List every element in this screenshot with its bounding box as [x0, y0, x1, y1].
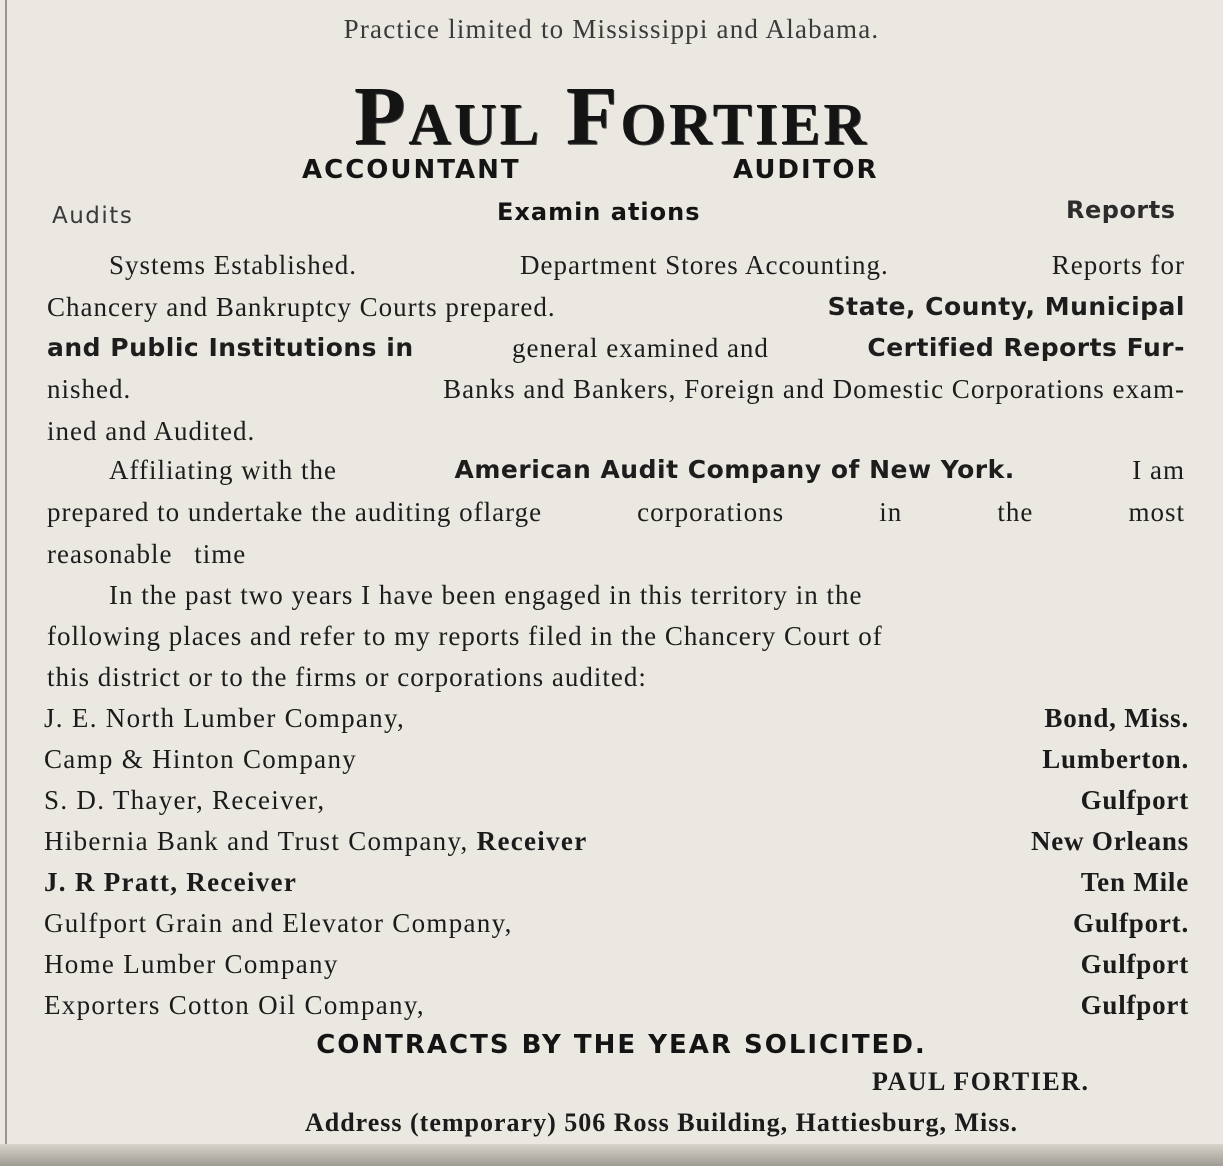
- para3-line2: [47, 621, 1185, 652]
- para2-word: prepared to undertake the auditing oflarge: [47, 497, 543, 527]
- para2-text: Affiliating with the: [109, 455, 337, 485]
- firm-name: Gulfport Grain and Elevator Company,: [44, 908, 513, 938]
- firm-place: New Orleans: [1030, 826, 1189, 856]
- para2-text: reasonable: [47, 539, 173, 569]
- firm-row: [44, 744, 1189, 775]
- page-bottom-edge: [0, 1144, 1223, 1166]
- firm-name: Hibernia Bank and Trust Company,: [44, 826, 469, 856]
- para1-text-bold: State, County, Municipal: [827, 292, 1185, 321]
- firm-row: [44, 703, 1189, 734]
- firm-name: J. E. North Lumber Company,: [44, 703, 406, 733]
- para1-text: nished.: [47, 374, 132, 404]
- para1-text: Systems Established.: [109, 250, 357, 280]
- firm-name: Camp & Hinton Company: [44, 744, 358, 774]
- para2-word: the: [997, 497, 1034, 527]
- para2-text: I am: [1132, 455, 1185, 485]
- para1-line1: [47, 250, 1185, 281]
- para3-line1: [47, 580, 1185, 611]
- para2-text-bold: American Audit Company of New York.: [454, 455, 1015, 484]
- firm-row: [44, 908, 1189, 939]
- para1-text: ined and Audited.: [47, 416, 256, 446]
- firm-place: Gulfport: [1080, 990, 1189, 1020]
- para2-line3: [47, 539, 1185, 570]
- advertiser-name: Paul Fortier: [354, 70, 869, 163]
- firm-place: Gulfport.: [1073, 908, 1189, 938]
- para1-text: Department Stores Accounting.: [520, 250, 889, 280]
- para1-line4: [47, 374, 1185, 405]
- firm-name: Home Lumber Company: [44, 949, 339, 979]
- contracts-solicited: CONTRACTS BY THE YEAR SOLICITED.: [316, 1030, 927, 1060]
- firm-place: Bond, Miss.: [1044, 703, 1189, 733]
- firm-place: Gulfport: [1080, 949, 1189, 979]
- firm-receiver: Receiver: [476, 826, 588, 856]
- firm-place: Lumberton.: [1042, 744, 1189, 774]
- service-examinations: Examin ations: [497, 198, 701, 226]
- para1-line2: [47, 292, 1185, 323]
- firm-name: S. D. Thayer, Receiver,: [44, 785, 326, 815]
- para1-text-bold: Certified Reports Fur-: [867, 333, 1185, 362]
- firm-place: Gulfport: [1080, 785, 1189, 815]
- para2-word: most: [1128, 497, 1185, 527]
- para1-text-bold: and Public Institutions in: [47, 333, 414, 362]
- left-border-rule: [5, 0, 7, 1166]
- para1-text: Banks and Bankers, Foreign and Domestic Corporations exam-: [443, 374, 1185, 404]
- firm-name: Exporters Cotton Oil Company,: [44, 990, 425, 1020]
- title-auditor: AUDITOR: [733, 155, 879, 185]
- para2-line1: [47, 455, 1185, 486]
- address-line: Address (temporary) 506 Ross Building, Hattiesburg, Miss.: [304, 1108, 1019, 1137]
- firm-row: [44, 867, 1189, 898]
- para1-text: Reports for: [1051, 250, 1185, 280]
- practice-limitation: Practice limited to Mississippi and Alabama.: [343, 14, 880, 44]
- para1-text: general examined and: [512, 333, 769, 363]
- firm-row: [44, 826, 1189, 857]
- para2-word: corporations: [637, 497, 785, 527]
- firm-name: J. R Pratt, Receiver: [44, 867, 298, 897]
- firm-place: Ten Mile: [1080, 867, 1189, 897]
- para1-line5: [47, 416, 1185, 447]
- para3-text: this district or to the firms or corporations audited:: [47, 662, 647, 692]
- para1-line3: [47, 333, 1185, 364]
- para2-line2: [47, 497, 1185, 528]
- firm-row: [44, 949, 1189, 980]
- para3-text: In the past two years I have been engaged in this territory in the: [109, 580, 863, 610]
- para1-text: Chancery and Bankruptcy Courts prepared.: [47, 292, 556, 322]
- para3-text: following places and refer to my reports filed in the Chancery Court of: [47, 621, 883, 651]
- service-reports: Reports: [1066, 196, 1176, 224]
- firm-name-group: [44, 826, 587, 857]
- service-audits: Audits: [52, 203, 134, 229]
- firm-row: [44, 990, 1189, 1021]
- signature: PAUL FORTIER.: [872, 1067, 1090, 1096]
- para2-text: time: [194, 539, 247, 569]
- para2-word: in: [879, 497, 903, 527]
- firm-row: [44, 785, 1189, 816]
- title-accountant: ACCOUNTANT: [302, 155, 521, 185]
- para3-line3: [47, 662, 1185, 693]
